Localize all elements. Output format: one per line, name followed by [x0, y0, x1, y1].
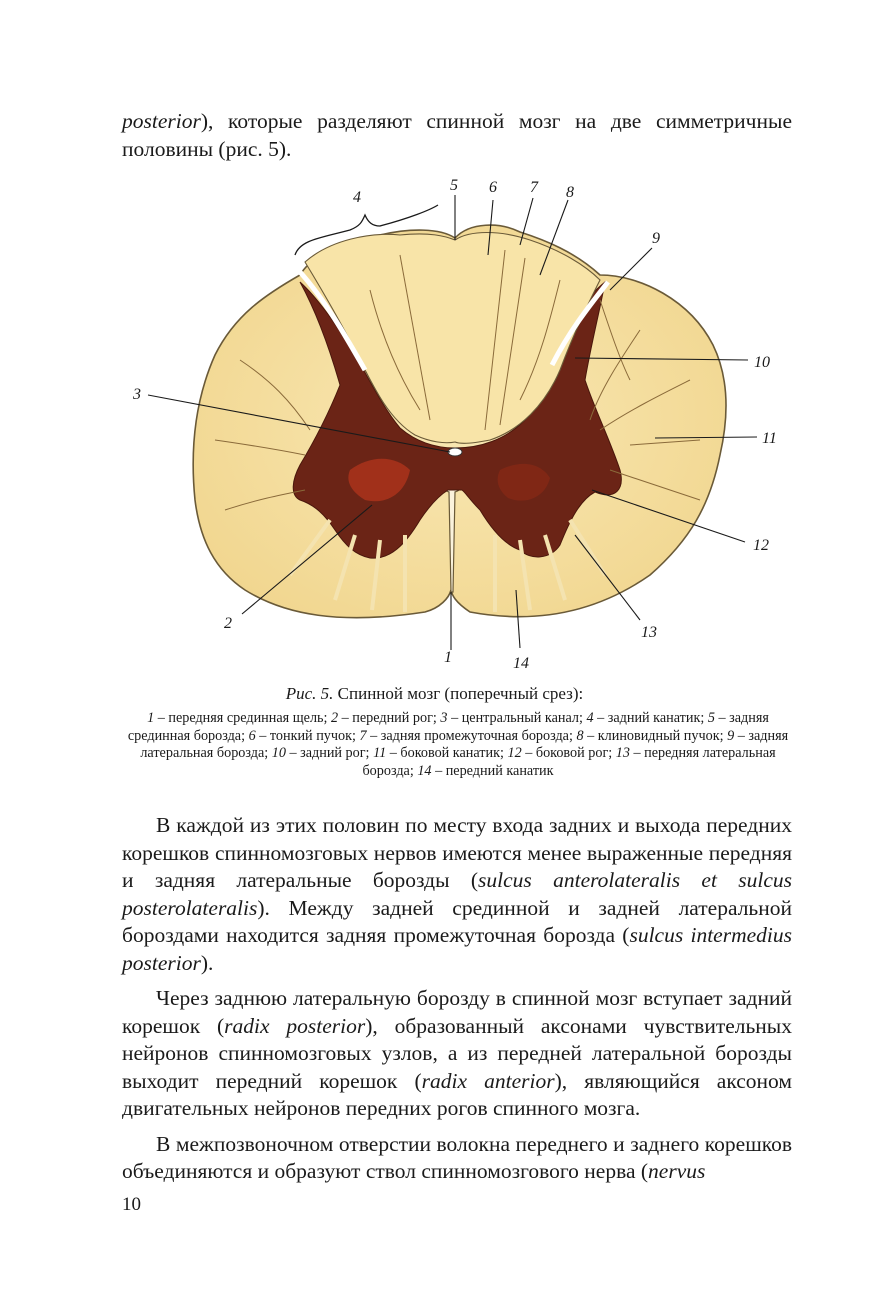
legend-text: – задний канатик;: [593, 710, 708, 726]
caption-prefix: Рис. 5.: [285, 684, 334, 703]
legend-text: – клиновидный пучок;: [583, 727, 728, 744]
legend-num: 12: [507, 745, 522, 761]
label-13: 13: [641, 624, 657, 641]
label-9: 9: [652, 230, 660, 247]
text-segment: nervus: [648, 1159, 706, 1183]
label-1: 1: [444, 649, 452, 666]
legend-num: 8: [576, 727, 584, 744]
legend-text: – боковой канатик;: [386, 745, 508, 761]
label-14: 14: [513, 655, 529, 672]
label-5: 5: [450, 177, 458, 194]
label-12: 12: [753, 537, 769, 554]
legend-text: – передний рог;: [338, 710, 441, 726]
text-segment: ), являющийся аксоном двигательных нейронов передних рогов спинного мозга.: [122, 1068, 793, 1120]
central-canal: [448, 448, 462, 456]
legend-num: 1: [147, 710, 155, 726]
text-segment: sulcus intermedius posterior: [122, 923, 792, 975]
text-segment: ). Между задней срединной и задней латеральной бороздами находится задняя промежуточная борозда (: [122, 895, 792, 947]
legend-text: – боковой рог;: [521, 745, 616, 761]
text-segment: ), образованный аксонами чувствительных нейронов спинномозговых узлов, а из передней латеральной борозды выходит передний корешок (: [122, 1013, 792, 1093]
legend-text: – передняя срединная щель;: [154, 710, 331, 726]
label-3: 3: [133, 386, 141, 403]
legend-num: 14: [417, 762, 432, 779]
body-paragraph: [122, 812, 792, 977]
legend-text: – центральный канал;: [447, 710, 587, 726]
legend-num: 9: [727, 727, 735, 744]
text-segment: sulcus anterolateralis et sulcus posterolateralis: [122, 868, 792, 920]
legend-num: 3: [440, 710, 448, 726]
legend-num: 2: [331, 710, 339, 726]
legend-text: – задняя промежуточная борозда;: [366, 727, 577, 744]
legend-num: 11: [373, 745, 387, 761]
text-segment: radix posterior: [224, 1013, 366, 1038]
label-2: 2: [224, 615, 232, 632]
legend-num: 4: [586, 710, 594, 726]
legend-num: 13: [615, 745, 630, 761]
text-segment: posterior: [122, 109, 201, 133]
caption-title: Спинной мозг (поперечный срез):: [333, 684, 584, 703]
body-paragraph: [122, 985, 792, 1123]
body-text-block: [122, 812, 792, 1186]
label-6: 6: [489, 179, 497, 196]
text-segment: ).: [200, 950, 214, 975]
figure-legend: [118, 710, 798, 780]
legend-text: – задняя срединная борозда;: [127, 710, 769, 744]
legend-num: 7: [359, 727, 367, 744]
legend-text: – передняя латеральная борозда;: [362, 745, 776, 779]
label-8: 8: [566, 184, 574, 201]
label-4: 4: [353, 189, 361, 206]
body-paragraph: [122, 1131, 792, 1186]
text-segment: Через заднюю латеральную борозду в спинной мозг вступает задний корешок (: [122, 986, 792, 1038]
text-segment: В межпозвоночном отверстии волокна переднего и заднего корешков объединяются и образуют ствол спинномозгового нерва (: [122, 1131, 792, 1183]
text-segment: В каждой из этих половин по месту входа задних и выхода передних корешков спинномозговых нервов имеются менее выраженные передняя и задняя латеральные борозды (: [122, 813, 792, 892]
legend-num: 6: [248, 727, 256, 744]
text-segment: radix anterior: [421, 1068, 555, 1093]
label-10: 10: [754, 354, 770, 371]
legend-text: – тонкий пучок;: [255, 727, 360, 744]
legend-text: – передний канатик: [431, 762, 554, 779]
legend-text: – задняя латеральная борозда;: [140, 727, 789, 761]
legend-num: 10: [271, 745, 286, 761]
figure-caption: [0, 684, 869, 704]
label-7: 7: [530, 179, 538, 196]
legend-text: – задний рог;: [285, 745, 374, 761]
text-segment: ), которые разделяют спинной мозг на две симметричные половины (рис. 5).: [122, 109, 792, 161]
label-11: 11: [762, 430, 777, 447]
page-number: 10: [122, 1194, 141, 1215]
legend-num: 5: [707, 710, 715, 726]
